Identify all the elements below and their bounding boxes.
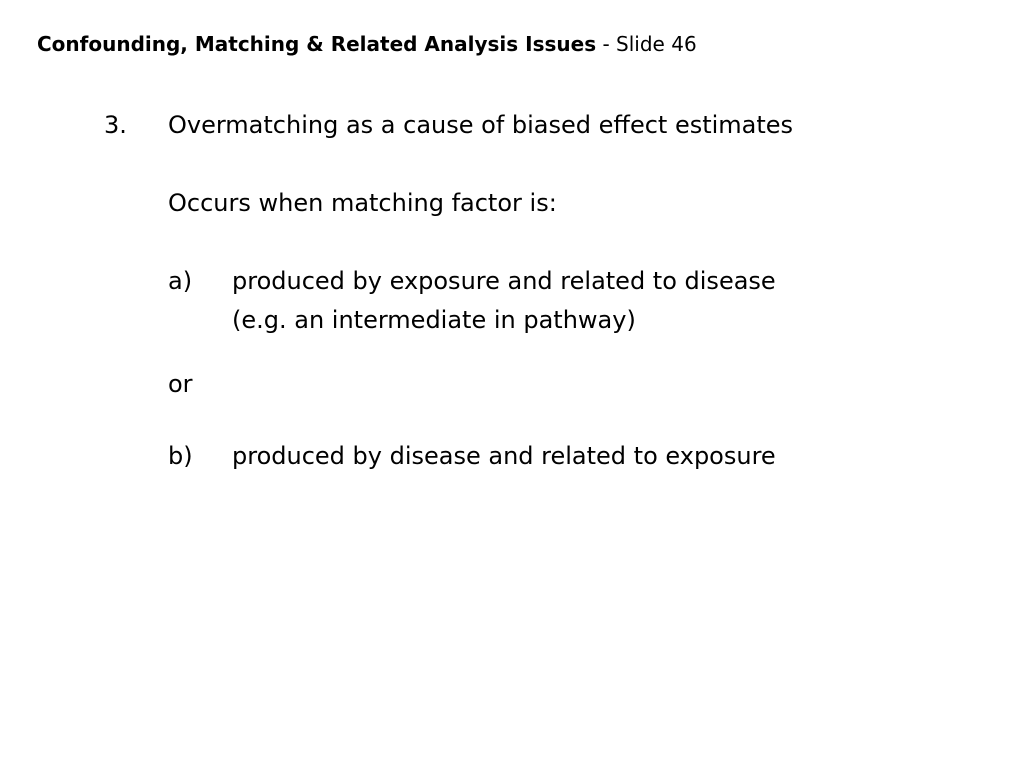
slide-title: Confounding, Matching & Related Analysis Issues — [37, 32, 597, 56]
connector-text: or — [168, 370, 193, 398]
option-a-marker: a) — [168, 267, 193, 295]
option-a-line2: (e.g. an intermediate in pathway) — [232, 306, 636, 334]
option-b-line1: produced by disease and related to exposure — [232, 442, 776, 470]
title-separator: - — [596, 32, 617, 56]
item-heading: Overmatching as a cause of biased effect estimates — [168, 111, 794, 139]
slide-number: Slide 46 — [616, 32, 697, 56]
intro-text: Occurs when matching factor is: — [168, 189, 557, 217]
item-number: 3. — [104, 111, 127, 139]
option-b-marker: b) — [168, 442, 193, 470]
option-a-line1: produced by exposure and related to disease — [232, 267, 776, 295]
